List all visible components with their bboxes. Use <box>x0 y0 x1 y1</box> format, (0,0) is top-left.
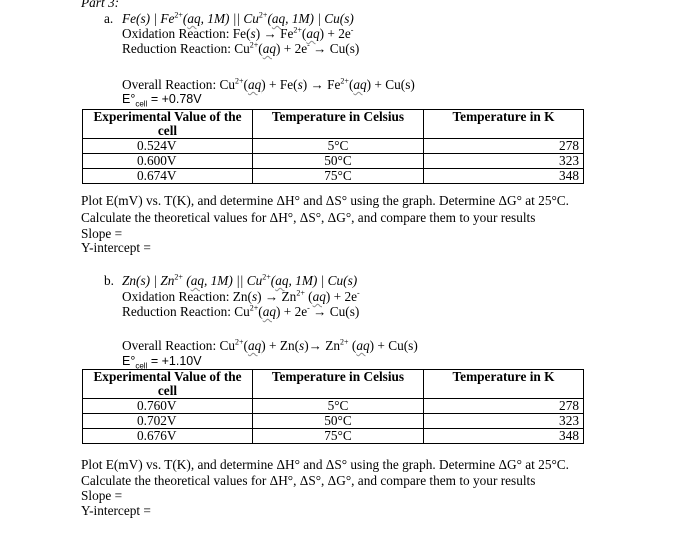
cell-kelvin: 278 <box>424 139 584 154</box>
text-segment: s <box>250 26 256 41</box>
text-segment: aq <box>262 304 277 319</box>
superscript: 2+ <box>249 40 259 50</box>
section-a-calc-instruction: Calculate the theoretical values for ΔH°, ΔS°, ΔG°, and compare them to your results <box>81 210 536 225</box>
text-segment: Overall Reaction: Cu <box>122 338 235 353</box>
superscript: - <box>357 288 360 298</box>
cell-kelvin: 348 <box>424 429 584 444</box>
text-segment: aq <box>275 273 289 288</box>
text-segment: ) + 2e <box>276 304 308 319</box>
text-segment: Overall Reaction: Cu <box>122 77 235 92</box>
section-a-intercept-label: Y-intercept = <box>81 240 151 255</box>
cell-kelvin: 323 <box>424 414 584 429</box>
cell-kelvin: 278 <box>424 399 584 414</box>
cell-voltage: 0.524V <box>83 139 253 154</box>
section-a-overall-reaction <box>122 77 415 92</box>
table-row <box>83 154 584 169</box>
text-segment: s <box>251 289 258 304</box>
ecell-subscript: cell <box>135 99 148 109</box>
text-segment: s <box>299 338 305 353</box>
table-header-row <box>83 110 584 139</box>
section-a-ecell <box>122 92 202 107</box>
text-segment: ( <box>182 11 188 26</box>
text-segment: ) → Fe <box>302 77 341 92</box>
superscript: 2+ <box>235 76 244 86</box>
cell-celsius: 50°C <box>253 414 424 429</box>
header-temp-k: Temperature in K <box>424 370 584 399</box>
text-segment: aq <box>356 338 370 353</box>
text-segment: )→ Zn <box>304 338 341 353</box>
text-segment: ( <box>304 289 313 304</box>
cell-kelvin: 348 <box>424 169 584 184</box>
table-header-row <box>83 370 584 399</box>
text-segment: s <box>297 77 303 92</box>
header-temp-k: Temperature in K <box>424 110 584 139</box>
text-segment: , 1M) || Cu <box>204 273 263 288</box>
cell-voltage: 0.760V <box>83 399 253 414</box>
superscript: 2+ <box>258 10 268 20</box>
table-row <box>83 414 584 429</box>
text-segment: ) → Fe <box>255 26 294 41</box>
text-segment: ( <box>258 41 263 56</box>
cell-celsius: 75°C <box>253 429 424 444</box>
section-b-data-table <box>82 369 584 444</box>
text-segment: ( <box>348 338 357 353</box>
part-title: Part 3: <box>81 0 120 10</box>
text-segment: ) + 2e <box>276 41 308 56</box>
superscript: 2+ <box>296 288 305 298</box>
text-segment: → Cu(s) <box>309 41 360 56</box>
superscript: - <box>307 40 310 50</box>
text-segment: , 1M) | Cu(s) <box>285 11 354 26</box>
text-segment: ) + Zn( <box>261 338 300 353</box>
ecell-value: = +0.78V <box>147 92 202 106</box>
section-b-ecell <box>122 354 202 369</box>
section-b-cell-notation <box>122 273 357 288</box>
text-segment: , 1M) | Cu(s) <box>288 273 358 288</box>
ecell-subscript: cell <box>135 361 148 371</box>
superscript: 2+ <box>235 337 244 347</box>
text-segment: ( <box>243 338 248 353</box>
superscript: - <box>350 25 354 35</box>
section-a-plot-instruction: Plot E(mV) vs. T(K), and determine ΔH° and ΔS° using the graph. Determine ΔG° at 25°C. <box>81 193 569 208</box>
cell-voltage: 0.600V <box>83 154 253 169</box>
text-segment: Reduction Reaction: Cu <box>122 304 250 319</box>
superscript: 2+ <box>174 10 183 20</box>
header-experimental-value: Experimental Value of the cell <box>83 370 253 399</box>
text-segment: Reduction Reaction: Cu <box>122 41 250 56</box>
cell-voltage: 0.702V <box>83 414 253 429</box>
section-b-intercept-label: Y-intercept = <box>81 503 151 518</box>
section-a-letter: a. <box>104 11 114 26</box>
cell-voltage: 0.674V <box>83 169 253 184</box>
section-b-plot-instruction: Plot E(mV) vs. T(K), and determine ΔH° and ΔS° using the graph. Determine ΔG° at 25°C. <box>81 457 569 472</box>
text-segment: ) + 2e <box>325 289 358 304</box>
superscript: - <box>307 303 310 313</box>
text-segment: → Cu(s) <box>309 304 360 319</box>
superscript: 2+ <box>340 76 349 86</box>
cell-celsius: 50°C <box>253 154 424 169</box>
text-segment: aq <box>247 338 262 353</box>
section-a-data-table <box>82 109 584 184</box>
text-segment: ) + Fe( <box>261 77 298 92</box>
section-a-reduction-reaction <box>122 41 359 56</box>
table-row <box>83 139 584 154</box>
section-b-overall-reaction <box>122 338 418 353</box>
table-row <box>83 399 584 414</box>
text-segment: aq <box>247 77 262 92</box>
text-segment: aq <box>353 77 367 92</box>
text-segment: ( <box>267 11 272 26</box>
cell-celsius: 5°C <box>253 399 424 414</box>
superscript: 2+ <box>293 25 302 35</box>
text-segment: aq <box>271 11 286 26</box>
text-segment: Fe(s) | Fe <box>122 11 175 26</box>
header-temp-celsius: Temperature in Celsius <box>253 370 424 399</box>
text-segment: ( <box>182 273 191 288</box>
section-a-cell-notation <box>122 11 354 26</box>
section-b-letter: b. <box>104 273 114 288</box>
table-row <box>83 429 584 444</box>
header-experimental-value: Experimental Value of the cell <box>83 110 253 139</box>
superscript: 2+ <box>262 272 271 282</box>
section-a-oxidation-reaction <box>122 26 353 41</box>
cell-celsius: 75°C <box>253 169 424 184</box>
text-segment: ) + Cu(s) <box>366 77 415 92</box>
ecell-symbol: E° <box>122 354 136 368</box>
text-segment: Oxidation Reaction: Zn( <box>122 289 252 304</box>
text-segment: ) + Cu(s) <box>369 338 418 353</box>
text-segment: aq <box>190 273 204 288</box>
text-segment: aq <box>312 289 326 304</box>
cell-voltage: 0.676V <box>83 429 253 444</box>
superscript: 2+ <box>340 337 349 347</box>
superscript: 2+ <box>174 272 183 282</box>
ecell-value: = +1.10V <box>147 354 202 368</box>
section-b-slope-label: Slope = <box>81 488 123 503</box>
cell-celsius: 5°C <box>253 139 424 154</box>
table-row <box>83 169 584 184</box>
text-segment: ) → Zn <box>257 289 297 304</box>
section-b-reduction-reaction <box>122 304 359 319</box>
text-segment: aq <box>306 26 320 41</box>
text-segment: ( <box>270 273 276 288</box>
section-b-oxidation-reaction <box>122 289 360 304</box>
text-segment: ( <box>301 26 307 41</box>
text-segment: ( <box>348 77 354 92</box>
text-segment: , 1M) || Cu <box>200 11 259 26</box>
text-segment: ) + 2e <box>319 26 351 41</box>
ecell-symbol: E° <box>122 92 136 106</box>
superscript: 2+ <box>249 303 259 313</box>
section-b-calc-instruction: Calculate the theoretical values for ΔH°, ΔS°, ΔG°, and compare them to your results <box>81 473 536 488</box>
text-segment: Oxidation Reaction: Fe( <box>122 26 251 41</box>
cell-kelvin: 323 <box>424 154 584 169</box>
header-temp-celsius: Temperature in Celsius <box>253 110 424 139</box>
text-segment: Zn(s) | Zn <box>122 273 175 288</box>
text-segment: aq <box>262 41 277 56</box>
text-segment: ( <box>258 304 263 319</box>
section-a-slope-label: Slope = <box>81 226 123 241</box>
text-segment: aq <box>187 11 201 26</box>
text-segment: ( <box>243 77 248 92</box>
